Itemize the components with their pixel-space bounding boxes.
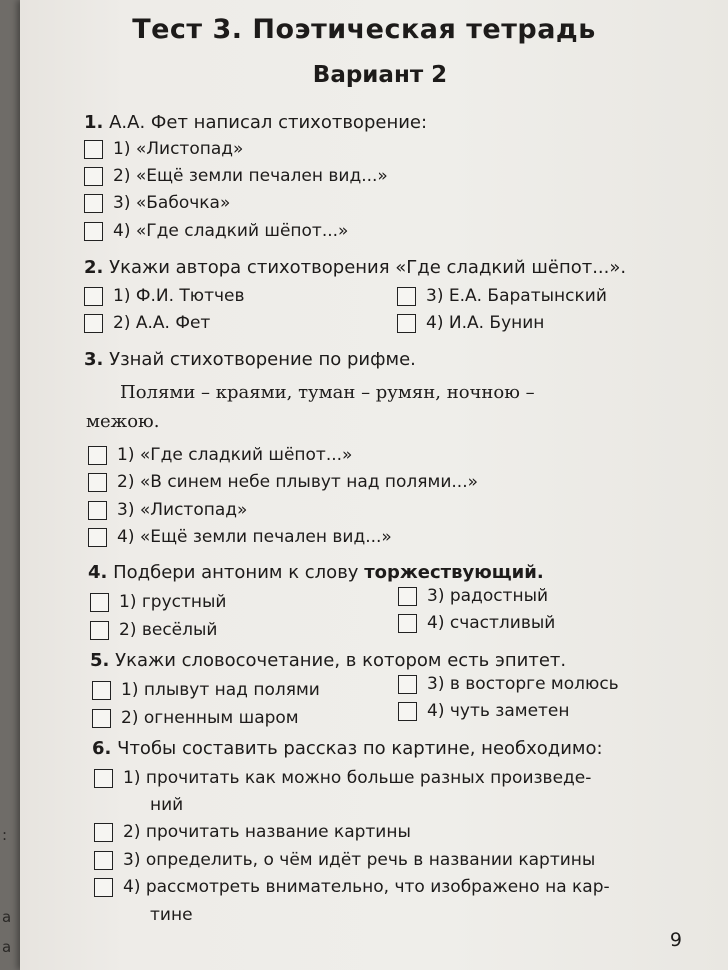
q2-option-4[interactable] xyxy=(397,313,544,333)
q4-option-1[interactable] xyxy=(90,592,226,612)
option-label: 2) прочитать название картины xyxy=(123,822,411,842)
q6-option-3[interactable] xyxy=(94,850,595,870)
question-text: Подбери антоним к слову xyxy=(113,562,359,583)
q6-option-4-continuation: тине xyxy=(150,905,193,925)
answer-checkbox[interactable] xyxy=(398,702,417,721)
target-word: торжествующий. xyxy=(364,562,544,583)
question-4 xyxy=(88,562,544,583)
option-label: 4) «Где сладкий шёпот...» xyxy=(113,221,349,241)
option-label: 3) «Листопад» xyxy=(117,500,248,520)
answer-checkbox[interactable] xyxy=(88,501,107,520)
answer-checkbox[interactable] xyxy=(88,528,107,547)
q2-option-2[interactable] xyxy=(84,313,210,333)
question-text: Узнай стихотворение по рифме. xyxy=(109,349,416,370)
rhyme-verse-line-1: Полями – краями, туман – румян, ночною – xyxy=(120,382,535,403)
option-label: 1) «Где сладкий шёпот...» xyxy=(117,445,353,465)
q4-option-3[interactable] xyxy=(398,586,548,606)
option-label: 4) чуть заметен xyxy=(427,701,570,721)
answer-checkbox[interactable] xyxy=(94,851,113,870)
variant-heading: Вариант 2 xyxy=(312,62,448,88)
option-label: 2) А.А. Фет xyxy=(113,313,211,333)
option-label: 2) «В синем небе плывут над полями...» xyxy=(117,472,479,492)
q5-option-4[interactable] xyxy=(398,701,570,721)
question-number: 6. xyxy=(92,738,112,759)
q6-option-1[interactable] xyxy=(94,768,591,788)
answer-checkbox[interactable] xyxy=(84,140,103,159)
q3-option-4[interactable] xyxy=(88,527,392,547)
answer-checkbox[interactable] xyxy=(397,314,416,333)
answer-checkbox[interactable] xyxy=(398,675,417,694)
answer-checkbox[interactable] xyxy=(84,167,103,186)
edge-mark: : xyxy=(2,826,8,844)
q5-option-3[interactable] xyxy=(398,674,619,694)
answer-checkbox[interactable] xyxy=(90,593,109,612)
question-6 xyxy=(92,738,603,759)
answer-checkbox[interactable] xyxy=(84,287,103,306)
question-5 xyxy=(90,650,566,671)
q2-option-1[interactable] xyxy=(84,286,245,306)
option-label: 2) огненным шаром xyxy=(121,708,299,728)
option-label: 4) счастливый xyxy=(427,613,556,633)
option-label: 1) «Листопад» xyxy=(113,139,244,159)
q6-option-2[interactable] xyxy=(94,822,411,842)
option-label: 3) Е.А. Баратынский xyxy=(426,286,607,306)
edge-mark: а xyxy=(2,908,12,926)
question-text: А.А. Фет написал стихотворение: xyxy=(109,112,428,133)
q1-option-3[interactable] xyxy=(84,193,230,213)
edge-mark: а xyxy=(2,938,12,956)
answer-checkbox[interactable] xyxy=(398,614,417,633)
q1-option-1[interactable] xyxy=(84,139,243,159)
question-text: Чтобы составить рассказ по картине, необходимо: xyxy=(117,738,603,759)
answer-checkbox[interactable] xyxy=(88,446,107,465)
question-1 xyxy=(84,112,427,133)
answer-checkbox[interactable] xyxy=(397,287,416,306)
option-label: 3) в восторге молюсь xyxy=(427,674,619,694)
q1-option-2[interactable] xyxy=(84,166,388,186)
answer-checkbox[interactable] xyxy=(84,314,103,333)
q3-option-2[interactable] xyxy=(88,472,478,492)
option-label: 4) рассмотреть внимательно, что изображено на кар- xyxy=(123,877,610,897)
question-number: 1. xyxy=(84,112,104,133)
option-label: 1) плывут над полями xyxy=(121,680,320,700)
question-number: 4. xyxy=(88,562,108,583)
previous-page-edge xyxy=(0,0,20,970)
answer-checkbox[interactable] xyxy=(94,823,113,842)
answer-checkbox[interactable] xyxy=(94,878,113,897)
answer-checkbox[interactable] xyxy=(94,769,113,788)
question-number: 5. xyxy=(90,650,110,671)
option-label: 3) определить, о чём идёт речь в названии картины xyxy=(123,850,596,870)
rhyme-verse-line-2: межою. xyxy=(86,411,160,432)
q3-option-3[interactable] xyxy=(88,500,247,520)
question-3 xyxy=(84,349,416,370)
answer-checkbox[interactable] xyxy=(84,194,103,213)
option-label: 3) «Бабочка» xyxy=(113,193,231,213)
question-number: 2. xyxy=(84,257,104,278)
question-2 xyxy=(84,257,626,278)
option-label: 1) Ф.И. Тютчев xyxy=(113,286,245,306)
answer-checkbox[interactable] xyxy=(92,709,111,728)
option-label: 2) «Ещё земли печален вид...» xyxy=(113,166,388,186)
option-label: 2) весёлый xyxy=(119,620,218,640)
answer-checkbox[interactable] xyxy=(90,621,109,640)
option-label: 3) радостный xyxy=(427,586,549,606)
answer-checkbox[interactable] xyxy=(84,222,103,241)
option-label: 1) прочитать как можно больше разных произведе- xyxy=(123,768,592,788)
q5-option-1[interactable] xyxy=(92,680,320,700)
q5-option-2[interactable] xyxy=(92,708,299,728)
page-title: Тест 3. Поэтическая тетрадь xyxy=(132,14,596,45)
q4-option-2[interactable] xyxy=(90,620,217,640)
option-label: 4) И.А. Бунин xyxy=(426,313,545,333)
question-text: Укажи словосочетание, в котором есть эпитет. xyxy=(115,650,567,671)
answer-checkbox[interactable] xyxy=(398,587,417,606)
q2-option-3[interactable] xyxy=(397,286,607,306)
q4-option-4[interactable] xyxy=(398,613,555,633)
q6-option-1-continuation: ний xyxy=(150,795,184,815)
answer-checkbox[interactable] xyxy=(88,473,107,492)
question-number: 3. xyxy=(84,349,104,370)
page-number: 9 xyxy=(669,929,682,951)
option-label: 4) «Ещё земли печален вид...» xyxy=(117,527,392,547)
option-label: 1) грустный xyxy=(119,592,227,612)
q3-option-1[interactable] xyxy=(88,445,352,465)
q1-option-4[interactable] xyxy=(84,221,348,241)
answer-checkbox[interactable] xyxy=(92,681,111,700)
question-text: Укажи автора стихотворения «Где сладкий шёпот...». xyxy=(109,257,627,278)
q6-option-4[interactable] xyxy=(94,877,610,897)
